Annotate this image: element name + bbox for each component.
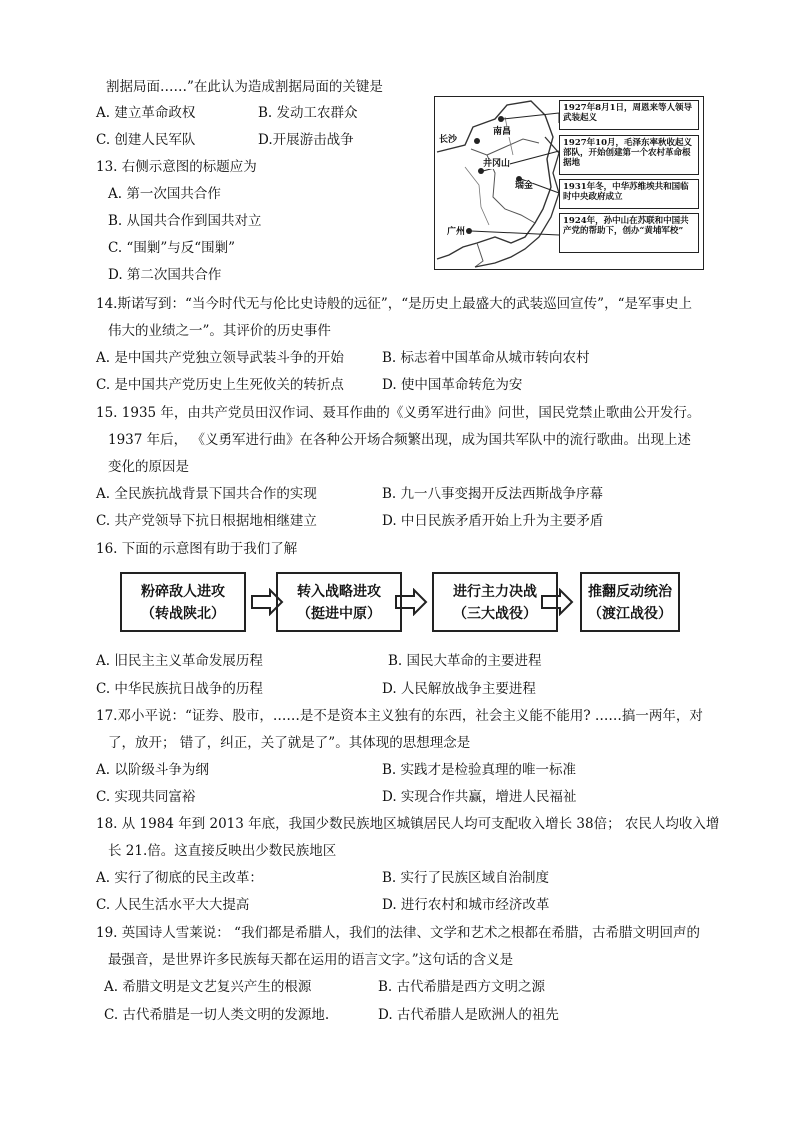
map-note-1924: 1924年，孙中山在苏联和中国共产党的帮助下，创办“黄埔军校” — [559, 213, 699, 253]
q19-option-a[interactable]: A. 希腊文明是文艺复兴产生的根源 — [104, 979, 312, 995]
q19-option-d[interactable]: D. 古代希腊人是欧洲人的祖先 — [378, 1007, 559, 1023]
q14-option-c[interactable]: C. 是中国共产党历史上生死攸关的转折点 — [96, 377, 344, 393]
q12-option-b[interactable]: B. 发动工农群众 — [258, 105, 358, 121]
q15-stem-line2: 1937 年后， 《义勇军进行曲》在各种公开场合频繁出现，成为国共军队中的流行歌曲。出现上述 — [108, 432, 691, 448]
q13-option-a[interactable]: A. 第一次国共合作 — [108, 186, 221, 202]
q14-option-b[interactable]: B. 标志着中国革命从城市转向农村 — [382, 350, 590, 366]
q15-option-b[interactable]: B. 九一八事变揭开反法西斯战争序幕 — [382, 486, 604, 502]
q13-option-c[interactable]: C. “围剿”与反“围剿” — [108, 240, 236, 256]
q15-stem-line3: 变化的原因是 — [108, 459, 189, 475]
q18-option-d[interactable]: D. 进行农村和城市经济改革 — [382, 897, 550, 913]
q13-stem: 13. 右侧示意图的标题应为 — [96, 159, 257, 175]
q17-option-c[interactable]: C. 实现共同富裕 — [96, 789, 196, 805]
flow-step-4-title: 推翻反动统治 — [588, 584, 672, 600]
map-note-1927-oct: 1927年10月，毛泽东率秋收起义部队，开始创建第一个农村革命根据地 — [559, 135, 699, 175]
q14-stem-line1: 14.斯诺写到：“当今时代无与伦比史诗般的远征”，“是历史上最盛大的武装巡回宣传”，“是军事史上 — [96, 296, 692, 312]
q19-option-b[interactable]: B. 古代希腊是西方文明之源 — [378, 979, 546, 995]
q15-stem-line1: 15. 1935 年，由共产党员田汉作词、聂耳作曲的《义勇军进行曲》问世，国民党禁止歌曲公开发行。 — [96, 405, 701, 421]
flow-step-1 — [120, 572, 246, 632]
q13-option-b[interactable]: B. 从国共合作到国共对立 — [108, 213, 262, 229]
q14-option-d[interactable]: D. 使中国革命转危为安 — [382, 377, 523, 393]
flow-step-3-sub: （三大战役） — [453, 606, 537, 622]
map-label-ruijin: 瑞金 — [515, 181, 534, 191]
q18-stem-line1: 18. 从 1984 年到 2013 年底，我国少数民族地区城镇居民人均可支配收入增长 38倍； 农民人均收入增 — [96, 816, 720, 832]
q19-stem-line1: 19. 英国诗人雪莱说： “我们都是希腊人，我们的法律、文学和艺术之根都在希腊，古希腊文明回声的 — [96, 925, 700, 941]
q19-option-c[interactable]: C. 古代希腊是一切人类文明的发源地. — [104, 1007, 330, 1023]
q14-option-a[interactable]: A. 是中国共产党独立领导武装斗争的开始 — [96, 350, 344, 366]
q17-stem-line1: 17.邓小平说：“证券、股市，……是不是资本主义独有的东西，社会主义能不能用? ……搞一两年，对 — [96, 708, 703, 724]
q15-option-a[interactable]: A. 全民族抗战背景下国共合作的实现 — [96, 486, 317, 502]
flow-step-4-sub: （渡江战役） — [588, 606, 672, 622]
flow-step-2-title: 转入战略进攻 — [297, 584, 381, 600]
q16-option-a[interactable]: A. 旧民主主义革命发展历程 — [96, 653, 263, 669]
q17-stem-line2: 了，放开； 错了，纠正，关了就是了”。其体现的思想理念是 — [108, 735, 471, 751]
q18-stem-line2: 长 21.倍。这直接反映出少数民族地区 — [108, 843, 337, 859]
q14-stem-line2: 伟大的业绩之一”。其评价的历史事件 — [108, 323, 331, 339]
q17-option-b[interactable]: B. 实践才是检验真理的唯一标准 — [382, 762, 577, 778]
flow-step-2 — [276, 572, 402, 632]
q12-stem: 割据局面……”在此认为造成割据局面的关键是 — [106, 79, 383, 95]
q19-stem-line2: 最强音，是世界许多民族每天都在运用的语言文字。”这句话的含义是 — [108, 952, 514, 968]
flow-step-1-title: 粉碎敌人进攻 — [141, 584, 225, 600]
q18-option-a[interactable]: A. 实行了彻底的民主改革： — [96, 870, 263, 886]
q12-option-d[interactable]: D.开展游击战争 — [258, 132, 354, 148]
map-note-1927-aug: 1927年8月1日，周恩来等人领导武装起义 — [559, 100, 699, 130]
map-label-jinggangshan: 井冈山 — [483, 159, 511, 169]
q18-option-b[interactable]: B. 实行了民族区域自治制度 — [382, 870, 550, 886]
q16-stem: 16. 下面的示意图有助于我们了解 — [96, 541, 298, 557]
q16-option-b[interactable]: B. 国民大革命的主要进程 — [388, 653, 542, 669]
q15-option-c[interactable]: C. 共产党领导下抗日根据地相继建立 — [96, 513, 317, 529]
map-label-changsha: 长沙 — [439, 135, 458, 145]
q16-option-d[interactable]: D. 人民解放战争主要进程 — [382, 681, 536, 697]
flow-diagram — [120, 572, 680, 634]
q16-option-c[interactable]: C. 中华民族抗日战争的历程 — [96, 681, 263, 697]
map-label-guangzhou: 广州 — [447, 227, 466, 237]
q12-option-a[interactable]: A. 建立革命政权 — [96, 105, 196, 121]
flow-step-3-title: 进行主力决战 — [453, 584, 537, 600]
arrow-right-icon — [394, 588, 428, 616]
q15-option-d[interactable]: D. 中日民族矛盾开始上升为主要矛盾 — [382, 513, 604, 529]
q13-option-d[interactable]: D. 第二次国共合作 — [108, 267, 222, 283]
q17-option-d[interactable]: D. 实现合作共赢，增进人民福祉 — [382, 789, 577, 805]
q18-option-c[interactable]: C. 人民生活水平大大提高 — [96, 897, 250, 913]
map-note-1931: 1931年冬，中华苏维埃共和国临时中央政府成立 — [559, 179, 699, 209]
q12-option-c[interactable]: C. 创建人民军队 — [96, 132, 196, 148]
q17-option-a[interactable]: A. 以阶级斗争为纲 — [96, 762, 209, 778]
flow-step-4 — [580, 572, 680, 632]
flow-step-1-sub: （转战陕北） — [141, 606, 225, 622]
arrow-right-icon — [540, 588, 574, 616]
map-label-nanchang: 南昌 — [493, 127, 512, 137]
revolution-map — [434, 96, 704, 270]
flow-step-2-sub: （挺进中原） — [297, 606, 381, 622]
